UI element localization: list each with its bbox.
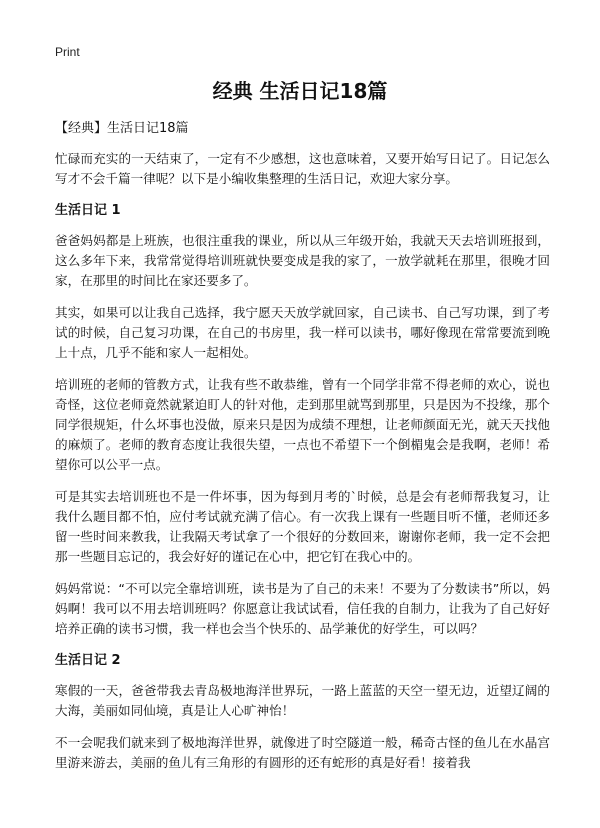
section-1-paragraph-2: 其实，如果可以让我自己选择，我宁愿天天放学就回家，自己读书、自己写功课，到了考试的时候，自己复习功课，在自己的书房里，我一样可以读书，哪好像现在常常要流到晚上十点，几乎不能和家人一起相处。: [55, 305, 550, 360]
section-1-paragraph-4: 可是其实去培训班也不是一件坏事，因为每到月考的`时候，总是会有老师帮我复习，让我什么题目都不怕，应付考试就充满了信心。有一次我上课有一些题目听不懂，老师还多留一些时间来教我，让我隔天考试拿了一个很好的分数回来，谢谢你老师，我一定不会把那一些题目忘记的，我会好好的谨记在心中，把它钉在我心中的。: [55, 489, 550, 564]
section-2-paragraph-2: 不一会呢我们就来到了极地海洋世界，就像进了时空隧道一般，稀奇古怪的鱼儿在水晶宫里游来游去，美丽的鱼儿有三角形的有圆形的还有蛇形的真是好看！接着我: [55, 735, 550, 770]
document-body: [55, 149, 550, 785]
page-title: 经典 生活日记18篇: [212, 79, 388, 103]
section-2-paragraph-1: 寒假的一天，爸爸带我去青岛极地海洋世界玩，一路上蓝蓝的天空一望无边，近望辽阔的大海，美丽如同仙境，真是让人心旷神怡！: [55, 683, 550, 718]
print-link[interactable]: Print: [55, 45, 80, 59]
section-heading-2: 生活日记 2: [55, 653, 121, 668]
section-heading-1: 生活日记 1: [55, 203, 121, 218]
intro-paragraph: 忙碌而充实的一天结束了，一定有不少感想，这也意味着，又要开始写日记了。日记怎么写才不会千篇一律呢？以下是小编收集整理的生活日记，欢迎大家分享。: [55, 151, 550, 186]
section-1-paragraph-5: 妈妈常说：“不可以完全靠培训班，读书是为了自己的未来！不要为了分数读书”所以，妈妈啊！我可以不用去培训班吗？你愿意让我试试看，信任我的自制力，让我为了自己好好培养正确的读书习惯，我一样也会当个快乐的、品学兼优的好学生，可以吗？: [55, 581, 550, 636]
document-subtitle: 【经典】生活日记18篇: [55, 121, 189, 136]
section-1-paragraph-3: 培训班的老师的管教方式，让我有些不敢恭维，曾有一个同学非常不得老师的欢心，说也奇怪，这位老师竟然就紧迫盯人的针对他，走到那里就骂到那里，只是因为不投缘，那个同学很规矩，什么坏事也没做，原来只是因为成绩不理想，让老师颜面无光，就天天找他的麻烦了。老师的教育态度让我很失望，一点也不希望下一个倒楣鬼会是我啊，老师！希望你可以公平一点。: [55, 377, 550, 472]
section-1-paragraph-1: 爸爸妈妈都是上班族，也很注重我的课业，所以从三年级开始，我就天天去培训班报到，这么多年下来，我常常觉得培训班就快要变成是我的家了，一放学就耗在那里，很晚才回家，在那里的时间比在家还要多了。: [55, 233, 550, 288]
